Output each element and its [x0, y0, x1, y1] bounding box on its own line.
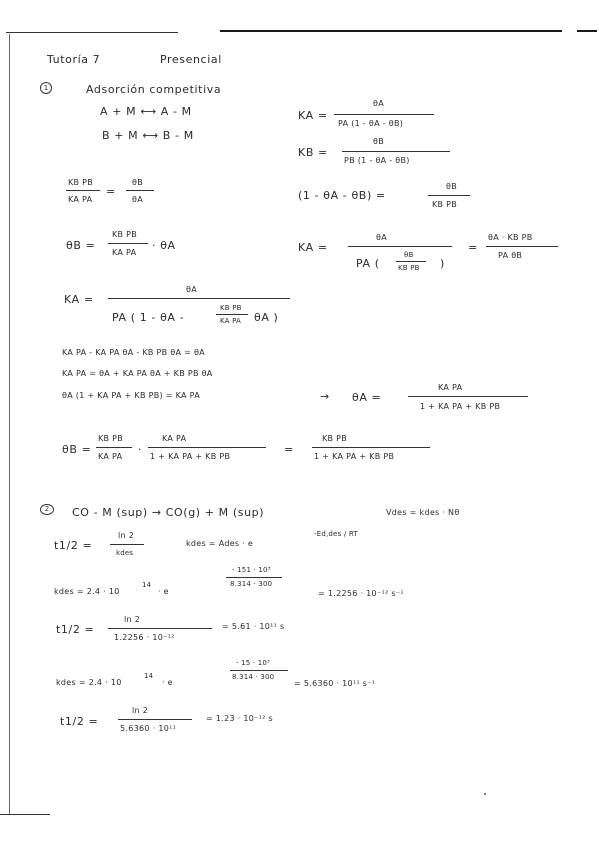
ka3-inner-denominator: KA PA [220, 317, 242, 325]
ka3-inner-numerator: KB PB [220, 304, 242, 312]
implies-arrow: → [320, 390, 330, 403]
ratio-lhs-denominator: KA PA [68, 195, 93, 204]
half-life-2-result: = 1.23 · 10⁻¹² s [206, 714, 274, 723]
kdes-1-exp-denominator: 8.314 · 300 [230, 580, 273, 588]
thetab-bar [108, 243, 148, 244]
page-subtitle: Presencial [160, 53, 222, 66]
ka-denominator: PA (1 - θA - θB) [338, 119, 404, 128]
kdes-1-exp-numerator: - 151 · 10³ [232, 566, 271, 574]
half-life-2-numerator: ln 2 [132, 706, 149, 715]
page-title: Tutoría 7 [47, 53, 101, 66]
kdes-2-power: 14 [144, 672, 154, 680]
ka2-equals: = [468, 241, 478, 254]
equilibrium-b: B + M ⟷ B - M [102, 129, 194, 142]
thetab2-equals: = [284, 443, 294, 456]
half-life-1-lhs: t1/2 = [56, 623, 95, 636]
left-margin-line [9, 34, 10, 814]
thetab2-bar-1 [96, 447, 132, 448]
top-border-middle [220, 30, 562, 32]
kdes-1-power: 14 [142, 581, 152, 589]
kdes-1-lhs: kdes = 2.4 · 10 [54, 587, 120, 596]
thetab-denominator: KA PA [112, 248, 137, 257]
stray-dot [484, 793, 486, 795]
section-1-title: Adsorción competitiva [86, 83, 222, 96]
ka2-numerator: θA [376, 233, 387, 242]
half-life-1-result: = 5.61 · 10¹¹ s [222, 622, 285, 631]
ka-fraction-bar [334, 114, 434, 115]
half-life-denominator: kdes [116, 549, 134, 557]
half-life-2-denominator: 5.6360 · 10¹¹ [120, 724, 177, 733]
ka3-bar [108, 298, 290, 299]
ratio-lhs-bar [66, 190, 100, 191]
kdes-1-result: = 1.2256 · 10⁻¹² s⁻¹ [318, 589, 404, 598]
algebra-step-1: KA PA - KA PA θA - KB PB θA = θA [62, 348, 205, 357]
thetab2-bar-3 [312, 447, 430, 448]
kb-label: KB = [298, 146, 328, 159]
ka2-rhs-denominator: PA θB [498, 251, 523, 260]
thetab2-bar-2 [148, 447, 266, 448]
kb-denominator: PB (1 - θA - θB) [344, 156, 410, 165]
ratio-equals: = [106, 185, 116, 198]
ka2-close-paren: ) [440, 257, 445, 270]
half-life-1-denominator: 1.2256 · 10⁻¹² [114, 633, 175, 642]
section-2-number: 2 [40, 504, 54, 515]
algebra-step-3: θA (1 + KA PA + KB PB) = KA PA [62, 391, 201, 400]
thetab2-dot: · [138, 443, 143, 456]
ka-numerator: θA [373, 99, 384, 108]
thetab2-lhs: θB = [62, 443, 92, 456]
algebra-step-2: KA PA = θA + KA PA θA + KB PB θA [62, 369, 213, 378]
thetab-numerator: KB PB [112, 230, 138, 239]
kdes-2-e: · e [162, 678, 173, 687]
thetab2-denominator-2: 1 + KA PA + KB PB [150, 452, 231, 461]
ratio-rhs-bar [126, 190, 154, 191]
thetab2-numerator-1: KB PB [98, 434, 124, 443]
ratio-rhs-denominator: θA [132, 195, 143, 204]
ka3-numerator: θA [186, 285, 197, 294]
desorption-rate-law: Vdes = kdes · Nθ [386, 508, 460, 517]
ka2-rhs-numerator: θA · KB PB [488, 233, 533, 242]
ka2-lhs: KA = [298, 241, 328, 254]
ka2-inner-numerator: θB [404, 251, 414, 259]
half-life-bar [110, 544, 144, 545]
half-life-lhs: t1/2 = [54, 539, 93, 552]
kdes-2-lhs: kdes = 2.4 · 10 [56, 678, 122, 687]
kdes-1-exp-bar [226, 577, 282, 578]
thetaa-lhs: θA = [352, 391, 382, 404]
section-1-number: 1 [40, 82, 52, 94]
ka3-inner-bar [216, 314, 248, 315]
half-life-2-lhs: t1/2 = [60, 715, 99, 728]
thetab-lhs: θB = [66, 239, 96, 252]
thetab2-denominator-1: KA PA [98, 452, 123, 461]
kb-fraction-bar [342, 151, 450, 152]
thetab2-numerator-3: KB PB [322, 434, 348, 443]
top-border-left [6, 32, 178, 33]
thetab2-numerator-2: KA PA [162, 434, 187, 443]
kb-numerator: θB [373, 137, 384, 146]
free-sites-bar [428, 195, 470, 196]
thetaa-bar [408, 396, 528, 397]
ka-label: KA = [298, 109, 328, 122]
ka2-denominator-start: PA ( [356, 257, 380, 270]
kdes-2-exp-denominator: 8.314 · 300 [232, 673, 275, 681]
ka2-inner-bar [396, 261, 426, 262]
desorption-reaction: CO - M (sup) → CO(g) + M (sup) [72, 506, 265, 519]
ka3-lhs: KA = [64, 293, 94, 306]
ka2-inner-denominator: KB PB [398, 264, 420, 272]
kdes-definition: kdes = Ades · e [186, 539, 254, 548]
ka2-bar [348, 246, 452, 247]
ka3-denominator-start: PA ( 1 - θA - [112, 311, 185, 324]
half-life-2-bar [118, 719, 192, 720]
thetab-tail: · θA [152, 239, 176, 252]
ka2-rhs-bar [486, 246, 558, 247]
free-sites-denominator: KB PB [432, 200, 458, 209]
free-sites-numerator: θB [446, 182, 457, 191]
kdes-2-result: = 5.6360 · 10¹¹ s⁻¹ [294, 679, 376, 688]
thetaa-denominator: 1 + KA PA + KB PB [420, 402, 501, 411]
kdes-1-e: · e [158, 587, 169, 596]
top-border-right [577, 30, 597, 32]
ka3-denominator-end: θA ) [254, 311, 279, 324]
equilibrium-a: A + M ⟷ A - M [100, 105, 192, 118]
half-life-numerator: ln 2 [118, 531, 135, 540]
thetaa-numerator: KA PA [438, 383, 463, 392]
half-life-1-bar [108, 628, 212, 629]
kdes-2-exp-bar [230, 670, 288, 671]
ratio-lhs-numerator: KB PB [68, 178, 94, 187]
free-sites-lhs: (1 - θA - θB) = [298, 189, 386, 202]
kdes-2-exp-numerator: - 15 · 10³ [236, 659, 271, 667]
ratio-rhs-numerator: θB [132, 178, 143, 187]
kdes-definition-exponent: -Ed,des / RT [314, 530, 358, 538]
bottom-left-line [0, 814, 50, 815]
half-life-1-numerator: ln 2 [124, 615, 141, 624]
thetab2-denominator-3: 1 + KA PA + KB PB [314, 452, 395, 461]
